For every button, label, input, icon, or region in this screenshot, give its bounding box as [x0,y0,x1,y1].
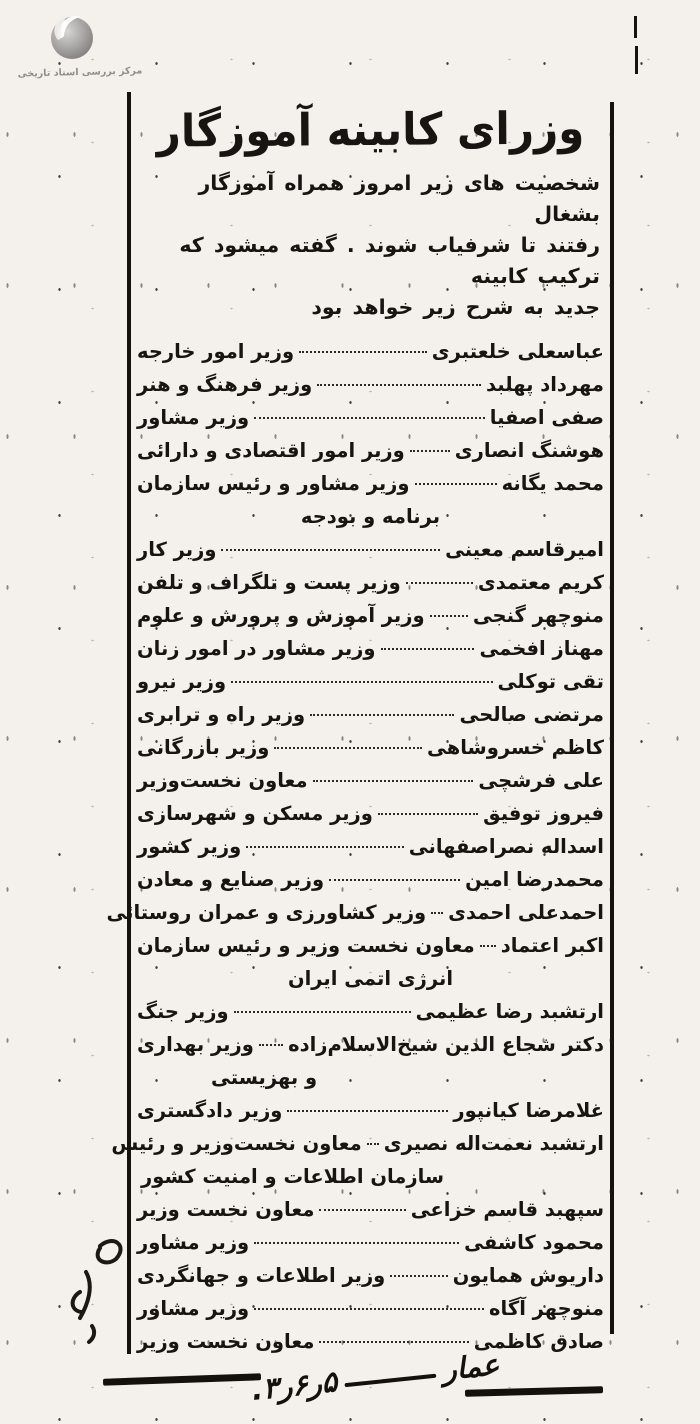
dotted-leader [431,912,443,914]
minister-role: معاون نخست وزیر [137,1198,315,1221]
minister-name: احمدعلی احمدی [448,901,604,924]
minister-role: وزیر کار [137,538,217,561]
minister-row [137,368,604,401]
minister-row [137,335,604,368]
dotted-leader [480,945,496,947]
minister-row [137,1226,604,1259]
minister-name: عباسعلی خلعتبری [431,340,604,363]
minister-name: منوچهر گنجی [472,604,604,627]
minister-role: وزیر بازرگانی [137,736,270,759]
dotted-leader [234,1011,411,1013]
minister-row [137,566,604,599]
minister-row [137,533,604,566]
intro-line: رفتند تا شرفیاب شوند . گفته میشود که ترکیب کابینه [179,233,600,288]
dotted-leader [415,483,497,485]
dotted-leader [317,384,481,386]
bottom-rule-right [465,1386,603,1397]
dotted-leader [378,813,478,815]
margin-tick-icon [635,46,638,74]
dotted-leader [319,1209,405,1211]
minister-row [137,665,604,698]
minister-row [137,929,604,962]
minister-role: وزیر امور اقتصادی و دارائی [137,439,405,462]
minister-row [137,797,604,830]
minister-row [137,698,604,731]
clipping-box [106,90,614,1407]
minister-role-continuation: و بهزیستی [211,1066,318,1089]
dotted-leader [406,582,473,584]
dotted-leader [410,450,450,452]
archive-watermark [16,12,144,78]
minister-name: سپهبد قاسم خزاعی [410,1198,604,1221]
minister-name: تقی توکلی [497,670,604,693]
minister-row [137,434,604,467]
minister-role: وزیر دادگستری [137,1099,283,1122]
minister-name: داریوش همایون [452,1264,604,1287]
minister-role: وزیر کشور [137,835,242,858]
minister-role: وزیر بهداری [137,1033,254,1056]
minister-row [137,401,604,434]
minister-name: فیروز توفیق [483,802,604,825]
minister-name: کریم معتمدی [477,571,604,594]
minister-row [137,863,604,896]
bottom-rule-area [135,1347,606,1424]
handwritten-dash [344,1374,436,1388]
dotted-leader [254,1308,484,1310]
watermark-text: مرکز بررسی اسناد تاریخی [17,65,143,80]
intro-line: جدید به شرح زیر خواهد بود [311,295,600,319]
clipping-title: وزرای کابینه آموزگار [156,102,585,158]
minister-row [137,830,604,863]
minister-role-continuation: سازمان اطلاعات و امنیت کشور [141,1165,445,1188]
minister-name: اسداله نصراصفهانی [408,835,604,858]
dotted-leader [221,549,440,551]
minister-role: معاون نخست وزیر [137,1330,315,1353]
minister-role: وزیر نیرو [137,670,227,693]
dotted-leader [430,615,468,617]
minister-role-continuation: برنامه و بودجه [300,505,441,528]
minister-role: وزیر مشاور [137,406,250,429]
minister-role: وزیر راه و ترابری [137,703,306,726]
minister-name: علی فرشچی [478,769,604,792]
dotted-leader [254,417,485,419]
minister-role: وزیر جنگ [137,1000,229,1023]
minister-role: وزیر فرهنگ و هنر [137,373,313,396]
dotted-leader [274,747,422,749]
box-border-right [610,102,614,1334]
intro-line: شخصیت های زیر امروز همراه آموزگار بشغال [198,171,600,226]
minister-name: کاظم خسروشاهی [426,736,604,759]
minister-name: صفی اصفیا [489,406,604,429]
dotted-leader [329,879,460,881]
minister-row [137,1259,604,1292]
minister-row [106,896,604,929]
minister-role: وزیر مشاور در امور زنان [137,637,376,660]
dotted-leader [390,1275,447,1277]
minister-name: مرتضی صالحی [459,703,604,726]
minister-row [137,764,604,797]
minister-name: ارتشبد رضا عظیمی [415,1000,604,1023]
dotted-leader [287,1110,448,1112]
minister-row [137,995,604,1028]
minister-role-continuation: انرژی اتمی ایران [287,967,454,990]
minister-role: وزیر آموزش و پرورش و علوم [137,604,425,627]
margin-tick-icon [634,16,637,38]
minister-row [137,1193,604,1226]
dotted-leader [319,1341,468,1343]
minister-row [137,1292,604,1325]
minister-role: وزیر صنایع و معادن [137,868,325,891]
minister-name: منوچهر آگاه [489,1297,604,1320]
minister-row [137,467,604,500]
margin-handwriting-scribble [34,1232,134,1347]
minister-name: محمود کاشفی [464,1231,604,1254]
minister-row [111,1127,604,1160]
dotted-leader [254,1242,459,1244]
dotted-leader [231,681,492,683]
dotted-leader [259,1044,283,1046]
minister-role: وزیر امور خارجه [137,340,295,363]
ministers-list [106,323,606,1358]
archive-logo-icon [16,12,144,62]
bottom-rule-left [103,1373,261,1386]
dotted-leader [299,351,427,353]
minister-name: غلامرضا کیانپور [453,1099,604,1122]
minister-role: وزیر مشاور [137,1297,250,1320]
handwritten-digits: ۵ر۶ر۳. [249,1364,339,1407]
minister-role: وزیر مسکن و شهرسازی [137,802,373,825]
minister-role: وزیر مشاور و رئیس سازمان [137,472,410,495]
box-border-left [127,92,131,1354]
dotted-leader [381,648,475,650]
minister-name: دکتر شجاع الدین شیخ‌الاسلام‌زاده [288,1033,604,1056]
minister-name: محمدرضا امین [465,868,604,891]
dotted-leader [367,1143,379,1145]
minister-name: امیرقاسم معینی [445,538,604,561]
minister-name: مهناز افخمی [479,637,604,660]
minister-name: اکبر اعتماد [500,934,604,957]
clipping-content [106,90,606,1424]
minister-name: هوشنگ انصاری [454,439,604,462]
minister-role: معاون نخست‌وزیر و رئیس [111,1132,362,1155]
minister-role: وزیر اطلاعات و جهانگردی [137,1264,386,1287]
minister-name: محمد یگانه [501,472,604,495]
dotted-leader [313,780,474,782]
minister-role: وزیر پست و تلگراف و تلفن [137,571,401,594]
minister-name: مهرداد پهلبد [486,373,604,396]
minister-role: معاون نخست وزیر و رئیس سازمان [137,934,475,957]
minister-name: صادق کاظمی [473,1330,604,1353]
handwritten-word: عمار [440,1347,501,1387]
minister-row [137,632,604,665]
minister-row [137,1094,604,1127]
minister-row [137,1325,604,1358]
minister-role: وزیر مشاور [137,1231,250,1254]
minister-role: وزیر کشاورزی و عمران روستائی [106,901,427,924]
minister-name: ارتشبد نعمت‌اله نصیری [383,1132,604,1155]
intro-paragraph [135,164,606,323]
dotted-leader [246,846,404,848]
minister-row [137,599,604,632]
dotted-leader [310,714,454,716]
minister-row [137,1028,604,1061]
minister-role: معاون نخست‌وزیر [137,769,308,792]
minister-row [137,731,604,764]
